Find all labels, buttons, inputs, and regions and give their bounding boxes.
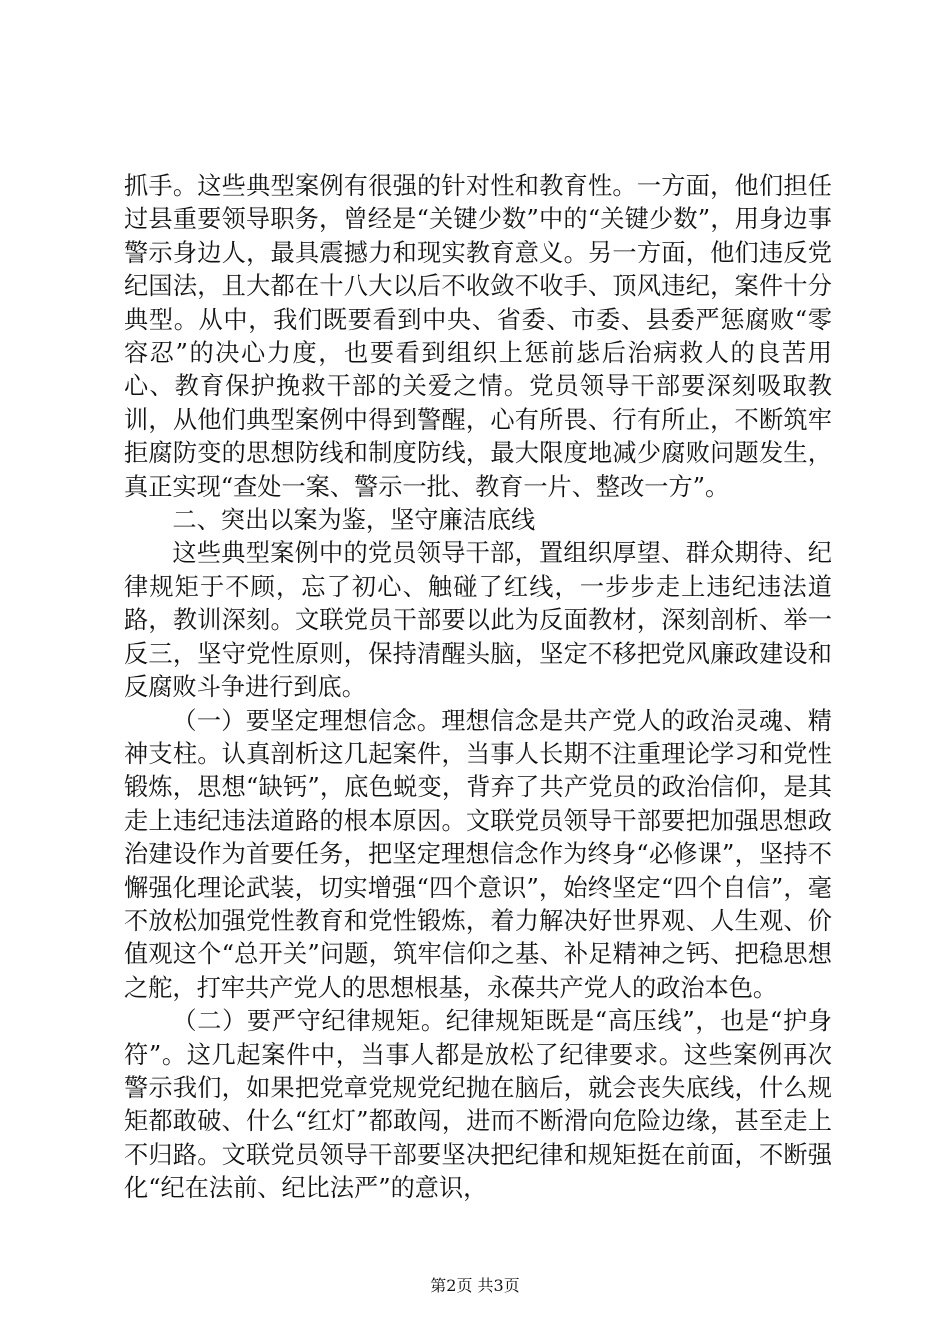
document-body: [124, 170, 832, 1206]
paragraph-discipline: （二）要严守纪律规矩。纪律规矩既是“高压线”，也是“护身符”。这几起案件中，当事人都是放松了纪律要求。这些案例再次警示我们，如果把党章党规党纪抛在脑后，就会丧失底线，什么规矩都敢破、什么“红灯”都敢闯，进而不断滑向危险边缘，甚至走上不归路。文联党员领导干部要坚决把纪律和规矩挺在前面，不断强化“纪在法前、纪比法严”的意识，: [124, 1007, 832, 1203]
paragraph-continuation: 抓手。这些典型案例有很强的针对性和教育性。一方面，他们担任过县重要领导职务，曾经是“关键少数”中的“关键少数”，用身边事警示身边人，最具震撼力和现实教育意义。另一方面，他们违反党纪国法，且大都在十八大以后不收敛不收手、顶风违纪，案件十分典型。从中，我们既要看到中央、省委、市委、县委严惩腐败“零容忍”的决心力度，也要看到组织上惩前毖后治病救人的良苦用心、教育保护挽救干部的关爱之情。党员领导干部要深刻吸取教训，从他们典型案例中得到警醒，心有所畏、行有所止，不断筑牢拒腐防变的思想防线和制度防线，最大限度地减少腐败问题发生，真正实现“查处一案、警示一批、教育一片、整改一方”。: [124, 172, 832, 501]
paragraph-intro: 这些典型案例中的党员领导干部，置组织厚望、群众期待、纪律规矩于不顾，忘了初心、触碰了红线，一步步走上违纪违法道路，教训深刻。文联党员干部要以此为反面教材，深刻剖析、举一反三，坚守党性原则，保持清醒头脑，坚定不移把党风廉政建设和反腐败斗争进行到底。: [124, 539, 832, 702]
section-heading: 二、突出以案为鉴，坚守廉洁底线: [172, 506, 536, 535]
page-footer: 第2页 共3页: [430, 1276, 520, 1295]
paragraph-ideals: （一）要坚定理想信念。理想信念是共产党人的政治灵魂、精神支柱。认真剖析这几起案件，当事人长期不注重理论学习和党性锻炼，思想“缺钙”，底色蜕变，背弃了共产党员的政治信仰，是其走上违纪违法道路的根本原因。文联党员领导干部要把加强思想政治建设作为首要任务，把坚定理想信念作为终身“必修课”，坚持不懈强化理论武装，切实增强“四个意识”，始终坚定“四个自信”，毫不放松加强党性教育和党性锻炼，着力解决好世界观、人生观、价值观这个“总开关”问题，筑牢信仰之基、补足精神之钙、把稳思想之舵，打牢共产党人的思想根基，永葆共产党人的政治本色。: [124, 706, 832, 1002]
